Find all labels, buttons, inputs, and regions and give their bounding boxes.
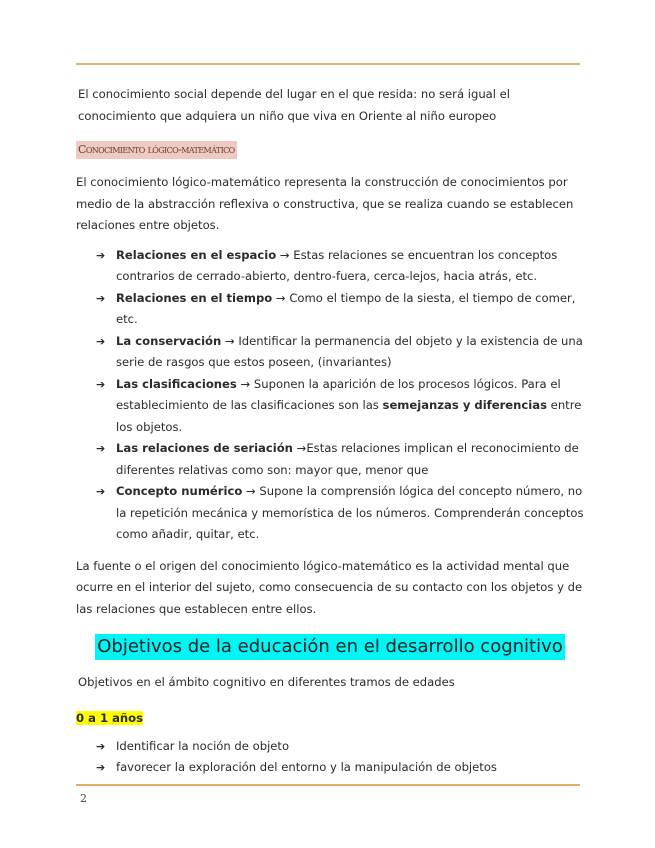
list-item [76, 757, 584, 779]
intro-paragraph: El conocimiento social depende del lugar en el que resida: no será igual el conocimiento que adquiera un niño que viva en Oriente al niño europeo [78, 87, 511, 123]
arrow-icon: ➔ [96, 248, 106, 262]
arrow-icon: ➔ [96, 485, 106, 498]
item-term: Relaciones en el tiempo [116, 290, 273, 305]
arrow-icon: ➔ [96, 442, 106, 455]
item-text: Estas relaciones se encuentran los conceptos contrarios de cerrado-abierto, dentro-fuera, cerca-lejos, hacia atrás, etc. [116, 247, 558, 283]
item-sep: → [276, 247, 294, 262]
section1-closing-paragraph: La fuente o el origen del conocimiento lógico-matemático es la actividad mental que ocurre en el interior del sujeto, como consecuencia de su contacto con los objetos y de las relaciones que establecen entre ellos. [76, 558, 583, 616]
section2-heading-wrap [76, 634, 584, 660]
arrow-icon: ➔ [96, 739, 106, 753]
section1-paragraph: El conocimiento lógico-matemático representa la construcción de conocimientos por medio de la abstracción reflexiva o constructiva, que se realiza cuando se establecen relaciones entre objetos. [76, 175, 574, 232]
item-sep: → [236, 376, 254, 391]
item-sep: → [242, 484, 260, 498]
list-item [76, 481, 584, 546]
item-term: Las clasificaciones [116, 376, 237, 391]
list-item [76, 374, 584, 439]
item-term: Relaciones en el espacio [116, 247, 277, 262]
section1-list [76, 245, 584, 546]
section1-heading: Conocimiento lógico-matemático [76, 141, 237, 159]
list-item [76, 331, 584, 374]
item-sep: → [272, 290, 290, 305]
item-text: Como el tiempo de la siesta, el tiempo de comer, etc. [116, 290, 576, 326]
section2-heading: Objetivos de la educación en el desarrollo cognitivo [95, 634, 565, 660]
item-text: Suponen la aparición de los procesos lógicos. Para el establecimiento de las clasificaciones son las [116, 376, 561, 412]
arrow-icon: ➔ [96, 291, 106, 305]
item-text: Identificar la noción de objeto [116, 738, 290, 753]
page-content [76, 84, 584, 779]
arrow-icon: ➔ [96, 761, 106, 774]
age-heading: 0 a 1 años [76, 710, 144, 725]
item-text: favorecer la exploración del entorno y la manipulación de objetos [116, 760, 497, 774]
header-rule [76, 63, 580, 65]
item-sep: → [221, 333, 239, 348]
list-item [76, 736, 584, 758]
list-item [76, 288, 584, 331]
arrow-icon: ➔ [96, 334, 106, 348]
list-item [76, 438, 584, 481]
item-sep: → [292, 441, 307, 455]
item-text-end: entre los objetos. [116, 398, 582, 434]
arrow-icon: ➔ [96, 377, 106, 391]
item-term: Concepto numérico [116, 484, 243, 498]
item-term: La conservación [116, 333, 222, 348]
item-bold-mid: semejanzas y diferencias [382, 398, 547, 412]
list-item [76, 245, 584, 288]
age-heading-wrap [76, 707, 584, 726]
page-number: 2 [80, 792, 87, 805]
item-text: Identificar la permanencia del objeto y la existencia de una serie de rasgos que estos poseen, (invariantes) [116, 333, 583, 369]
section2-paragraph: Objetivos en el ámbito cognitivo en diferentes tramos de edades [78, 675, 455, 689]
item-term: Las relaciones de seriación [116, 441, 293, 455]
footer-rule [76, 784, 580, 786]
section2-list [76, 736, 584, 779]
item-text: Estas relaciones implican el reconocimiento de diferentes relativas como son: mayor que, menor que [116, 441, 579, 477]
section1-heading-wrap [76, 127, 584, 159]
item-text: Supone la comprensión lógica del concepto número, no la repetición mecánica y memorística de los números. Comprenderán conceptos como añadir, quitar, etc. [116, 484, 584, 541]
